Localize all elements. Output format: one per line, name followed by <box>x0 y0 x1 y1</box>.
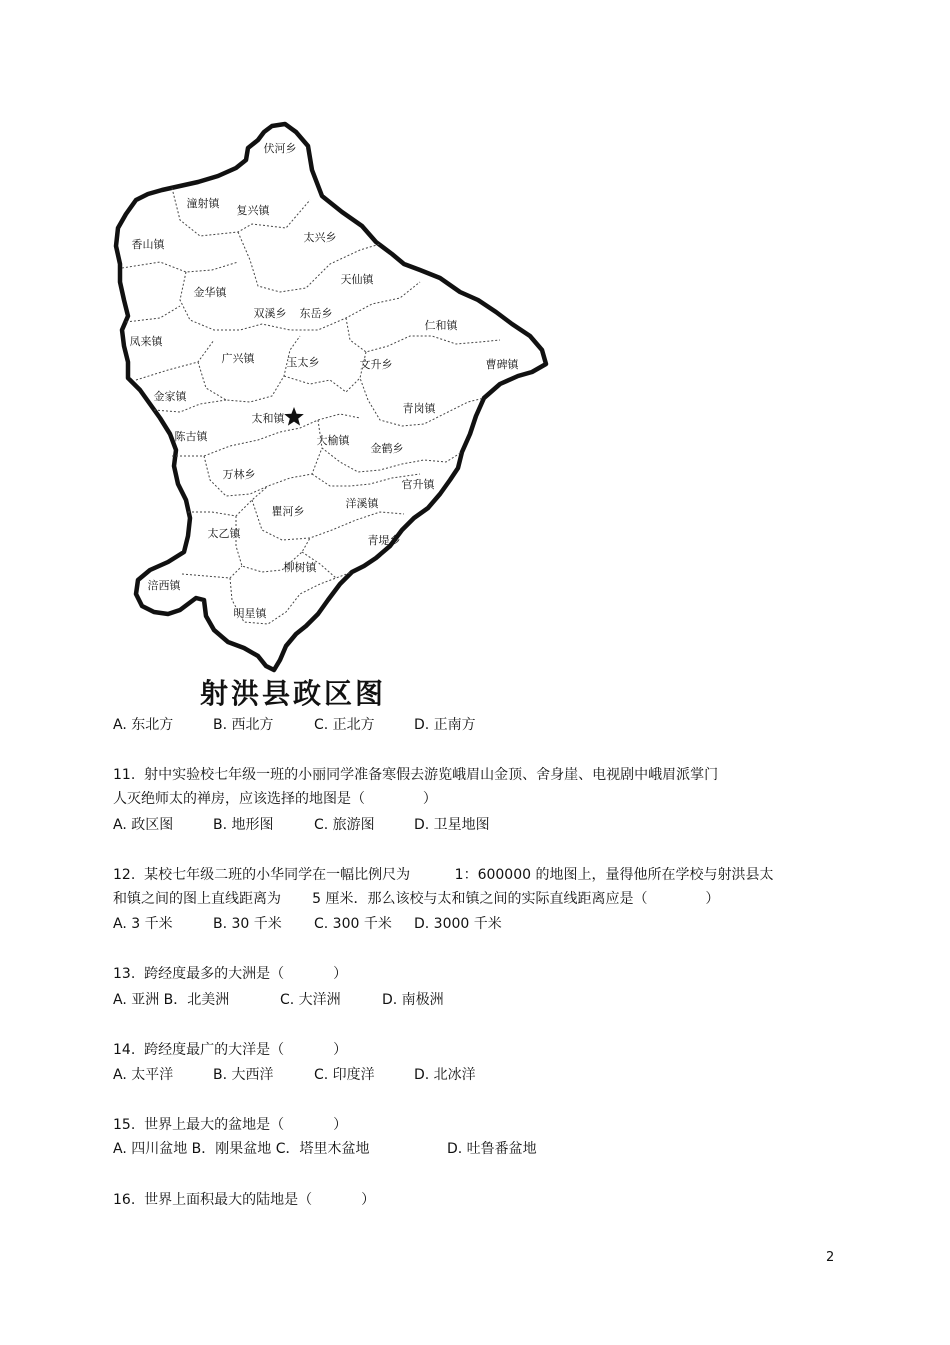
town-label: 洋溪镇 <box>345 497 379 510</box>
q15-option-a-b-c[interactable]: A. 四川盆地 B．刚果盆地 C．塔里木盆地 <box>113 1141 370 1157</box>
town-label: 双溪乡 <box>253 307 287 320</box>
town-label: 仁和镇 <box>424 319 458 332</box>
q12-text-line2: 和镇之间的图上直线距离为 5 厘米．那么该校与太和镇之间的实际直线距离应是（ ） <box>113 891 720 907</box>
q10-option-c[interactable]: C. 正北方 <box>314 717 375 733</box>
county-map <box>108 118 558 718</box>
q11-option-d[interactable]: D. 卫星地图 <box>414 817 490 833</box>
town-label: 陈古镇 <box>174 430 208 443</box>
town-label: 太兴乡 <box>303 231 337 244</box>
town-label: 复兴镇 <box>236 204 270 217</box>
town-label: 香山镇 <box>131 238 165 251</box>
county-seat-star-icon <box>284 407 304 426</box>
q13-option-a-b[interactable]: A. 亚洲 B．北美洲 <box>113 992 230 1008</box>
town-label: 伏河乡 <box>263 142 297 155</box>
town-label: 青堤乡 <box>367 534 401 547</box>
q10-option-d[interactable]: D. 正南方 <box>414 717 476 733</box>
town-label: 万林乡 <box>222 468 256 481</box>
q11-option-c[interactable]: C. 旅游图 <box>314 817 375 833</box>
q13-text: 13. 跨经度最多的大洲是（ ） <box>113 966 348 982</box>
q16-text: 16. 世界上面积最大的陆地是（ ） <box>113 1192 376 1208</box>
town-label: 青岗镇 <box>402 402 436 415</box>
town-label: 太乙镇 <box>207 527 241 540</box>
town-label: 天仙镇 <box>340 273 374 286</box>
q14-option-a[interactable]: A. 太平洋 <box>113 1067 174 1083</box>
q12-text-line1: 12. 某校七年级二班的小华同学在一幅比例尺为 1：600000 的地图上，量得他所在学校与射洪县太 <box>113 867 774 883</box>
town-label: 柳树镇 <box>283 561 317 574</box>
q11-text-line2: 人灭绝师太的禅房，应该选择的地图是（ ） <box>113 791 437 807</box>
town-label: 广兴镇 <box>221 352 255 365</box>
q10-option-a[interactable]: A. 东北方 <box>113 717 174 733</box>
q12-option-b[interactable]: B. 30 千米 <box>213 916 282 932</box>
town-label: 东岳乡 <box>299 307 333 320</box>
town-labels <box>130 141 520 620</box>
town-label: 瞿河乡 <box>271 505 305 518</box>
town-label: 凤来镇 <box>129 335 163 348</box>
q10-option-b[interactable]: B. 西北方 <box>213 717 274 733</box>
town-label: 官升镇 <box>401 478 435 491</box>
q15-text: 15. 世界上最大的盆地是（ ） <box>113 1117 348 1133</box>
town-label: 大榆镇 <box>316 434 350 447</box>
q11-option-a[interactable]: A. 政区图 <box>113 817 174 833</box>
q15-option-d[interactable]: D. 吐鲁番盆地 <box>447 1141 537 1157</box>
township-boundaries <box>122 188 500 624</box>
town-label: 金鹤乡 <box>370 442 404 455</box>
q14-text: 14. 跨经度最广的大洋是（ ） <box>113 1042 348 1058</box>
q12-option-d[interactable]: D. 3000 千米 <box>414 916 502 932</box>
q12-option-c[interactable]: C. 300 千米 <box>314 916 392 932</box>
town-label: 涪西镇 <box>147 579 181 592</box>
page-number: 2 <box>826 1250 835 1265</box>
town-label: 太和镇 <box>251 412 285 425</box>
town-label: 金家镇 <box>153 390 187 403</box>
q11-option-b[interactable]: B. 地形图 <box>213 817 274 833</box>
town-label: 明星镇 <box>233 607 267 620</box>
town-label: 曹碑镇 <box>485 358 519 371</box>
q14-option-c[interactable]: C. 印度洋 <box>314 1067 375 1083</box>
town-label: 玉太乡 <box>286 356 320 369</box>
town-label: 文升乡 <box>359 358 393 371</box>
q11-text-line1: 11. 射中实验校七年级一班的小丽同学准备寒假去游览峨眉山金顶、舍身崖、电视剧中峨眉派掌门 <box>113 767 719 783</box>
map-title: 射洪县政区图 <box>200 677 387 710</box>
q14-option-b[interactable]: B. 大西洋 <box>213 1067 274 1083</box>
q12-option-a[interactable]: A. 3 千米 <box>113 916 173 932</box>
q14-option-d[interactable]: D. 北冰洋 <box>414 1067 476 1083</box>
county-map-graphic <box>108 118 558 718</box>
town-label: 金华镇 <box>193 286 227 299</box>
q13-option-c[interactable]: C. 大洋洲 <box>280 992 341 1008</box>
q13-option-d[interactable]: D. 南极洲 <box>382 992 444 1008</box>
town-label: 潼射镇 <box>186 197 220 210</box>
